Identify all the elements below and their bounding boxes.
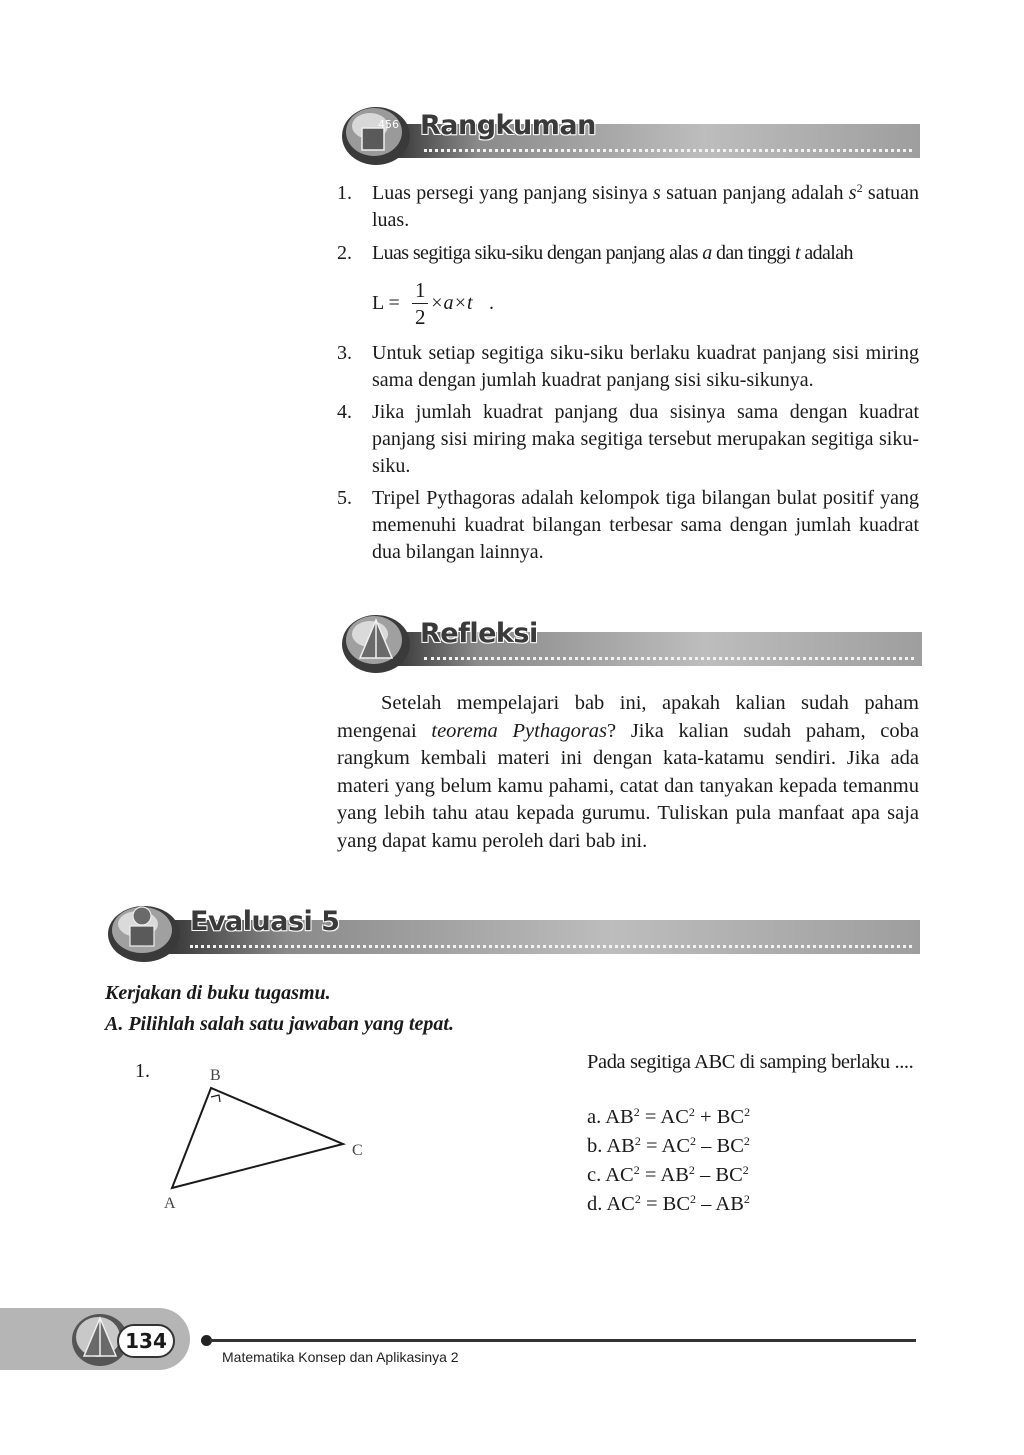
rangkuman-title: Rangkuman <box>420 110 596 141</box>
option-b[interactable]: b. $AB^2 = AC^2 - BC^2$ <box>587 1134 750 1157</box>
page-number-badge <box>117 1324 175 1358</box>
refleksi-paragraph: Setelah mempelajari bab ini, apakah kalian sudah paham mengenai teorema Pythagoras? Jika kalian sudah paham, coba rangkum kembali materi ini dengan kata-katamu sendiri. Jika ada materi yang belum kamu pahami, catat dan tanyakan kepada temanmu yang lebih tahu atau kepada gurumu. Tuliskan pula manfaat apa saja yang dapat kamu peroleh dari bab ini. <box>337 692 919 852</box>
prism-icon <box>340 608 416 674</box>
summary-item-2: 2. Luas segitiga siku-siku dengan panjang alas a dan tinggi t adalah <box>337 242 853 264</box>
option-c[interactable]: c. $AC^2 = AB^2 - BC^2$ <box>587 1163 749 1186</box>
page-number: 134 <box>125 1329 167 1353</box>
area-formula: L = 1 2 ×a×t . <box>372 278 494 329</box>
vertex-a-label: A <box>164 1195 176 1212</box>
refleksi-title: Refleksi <box>420 618 538 649</box>
triangle-abc-figure <box>150 1060 380 1220</box>
summary-item-1: 1. Luas persegi yang panjang sisinya s satuan panjang adalah $s^2$ satuan luas. <box>337 181 920 231</box>
geometry-solids-icon <box>104 896 184 962</box>
summary-item-5: 5. Tripel Pythagoras adalah kelompok tiga bilangan bulat positif yang memenuhi kuadrat bilangan terbesar sama dengan jumlah kuadrat dua bilangan lainnya. <box>337 487 919 563</box>
footer-book-title: Matematika Konsep dan Aplikasinya 2 <box>222 1349 459 1365</box>
evaluasi-title: Evaluasi 5 <box>190 906 340 937</box>
badge-number: 456 <box>378 118 399 131</box>
vertex-b-label: B <box>210 1067 221 1084</box>
refleksi-banner <box>340 608 922 678</box>
summary-item-4: 4. Jika jumlah kuadrat panjang dua sisinya sama dengan kuadrat panjang sisi miring maka segitiga tersebut merupakan segitiga siku-siku. <box>337 401 919 477</box>
instruction: Kerjakan di buku tugasmu. <box>105 982 331 1004</box>
option-a[interactable]: a. $AB^2 = AC^2 + BC^2$ <box>587 1105 751 1128</box>
option-d[interactable]: d. $AC^2 = BC^2 - AB^2$ <box>587 1192 750 1215</box>
question-number: 1. <box>135 1060 150 1082</box>
evaluasi-banner <box>104 896 920 966</box>
vertex-c-label: C <box>352 1142 363 1159</box>
question-stem: Pada segitiga ABC di samping berlaku .... <box>587 1051 914 1073</box>
summary-item-3: 3. Untuk setiap segitiga siku-siku berlaku kuadrat panjang sisi miring sama dengan jumlah kuadrat panjang sisi siku-sikunya. <box>337 342 919 391</box>
rangkuman-banner <box>340 100 920 170</box>
section-a-heading: A. Pilihlah salah satu jawaban yang tepat. <box>105 1013 454 1035</box>
footer-rule <box>210 1339 916 1342</box>
calculator-icon <box>340 100 416 166</box>
